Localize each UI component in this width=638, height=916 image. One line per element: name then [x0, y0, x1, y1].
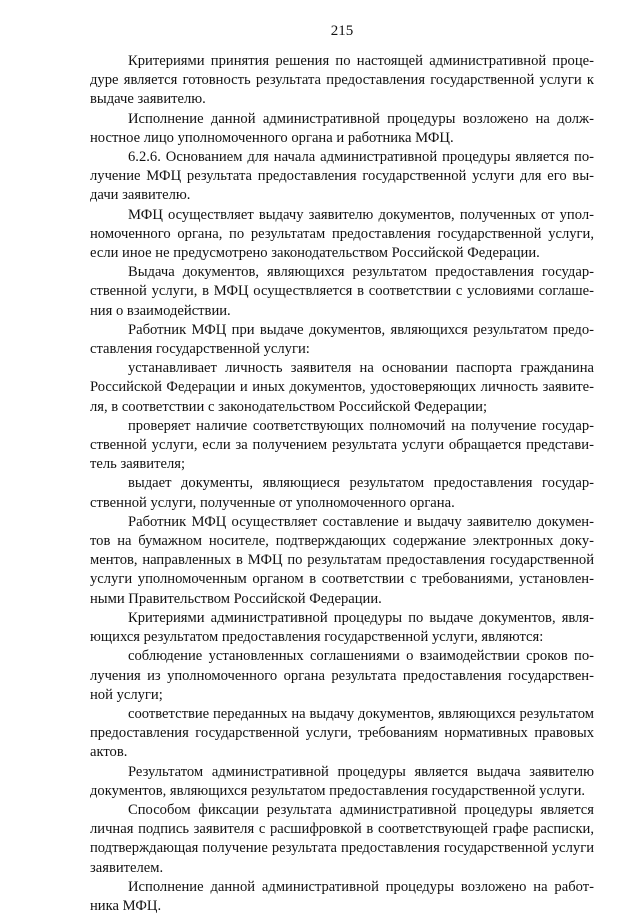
page-number: 215 — [330, 23, 354, 39]
paragraph: Результатом административной процедуры является выдача заявителю документов, являющихся результатом предоставления государственной услуги. — [90, 763, 594, 799]
paragraph: Критериями административной процедуры по выдаче документов, являющихся результатом предоставления государственной услуги, являются: — [90, 609, 594, 646]
paragraph: соответствие переданных на выдачу документов, являющихся результатом предоставления государственной услуги, требованиям нормативных правовых актов. — [90, 705, 594, 761]
paragraph: Исполнение данной административной процедуры возложено на работника МФЦ. — [90, 878, 594, 914]
paragraph: Критериями принятия решения по настоящей административной процедуре является готовность результата предоставления государственной услуги к выдаче заявителю. — [90, 53, 594, 108]
paragraph: устанавливает личность заявителя на основании паспорта гражданина Российской Федерации и иных документов, удостоверяющих личность заявителя, в соответствии с законодательством Российской Федерации; — [90, 360, 594, 415]
paragraph: проверяет наличие соответствующих полномочий на получение государственной услуги, если за получением результата услуги обращается представитель заявителя; — [90, 417, 594, 473]
paragraph: МФЦ осуществляет выдачу заявителю документов, полученных от уполномоченного органа, по результатам предоставления государственной услуги, если иное не предусмотрено законодательством Российской Федерации. — [90, 206, 594, 262]
document-body — [90, 52, 594, 916]
paragraph: выдает документы, являющиеся результатом предоставления государственной услуги, полученные от уполномоченного органа. — [90, 475, 594, 511]
paragraph: Работник МФЦ осуществляет составление и выдачу заявителю документов на бумажном носителе, подтверждающих содержание электронных документов, направленных в МФЦ по результатам предоставления государственной услуги уполномоченным органом в соответствии с требованиями, установленными Правительством Российской Федерации. — [90, 513, 594, 607]
paragraph: соблюдение установленных соглашениями о взаимодействии сроков получения из уполномоченного органа результата предоставления государственной услуги; — [90, 648, 594, 703]
paragraph: Исполнение данной административной процедуры возложено на должностное лицо уполномоченного органа и работника МФЦ. — [90, 110, 594, 146]
paragraph: Способом фиксации результата административной процедуры является личная подпись заявителя с расшифровкой в соответствующей графе расписки, подтверждающая получение результата предоставления государственной услуги заявителем. — [90, 801, 594, 876]
paragraph: Выдача документов, являющихся результатом предоставления государственной услуги, в МФЦ осуществляется в соответствии с условиями соглашения о взаимодействии. — [90, 264, 594, 319]
paragraph: 6.2.6. Основанием для начала административной процедуры является получение МФЦ результата предоставления государственной услуги для его выдачи заявителю. — [90, 149, 594, 204]
paragraph: Работник МФЦ при выдаче документов, являющихся результатом предоставления государственной услуги: — [90, 321, 594, 358]
